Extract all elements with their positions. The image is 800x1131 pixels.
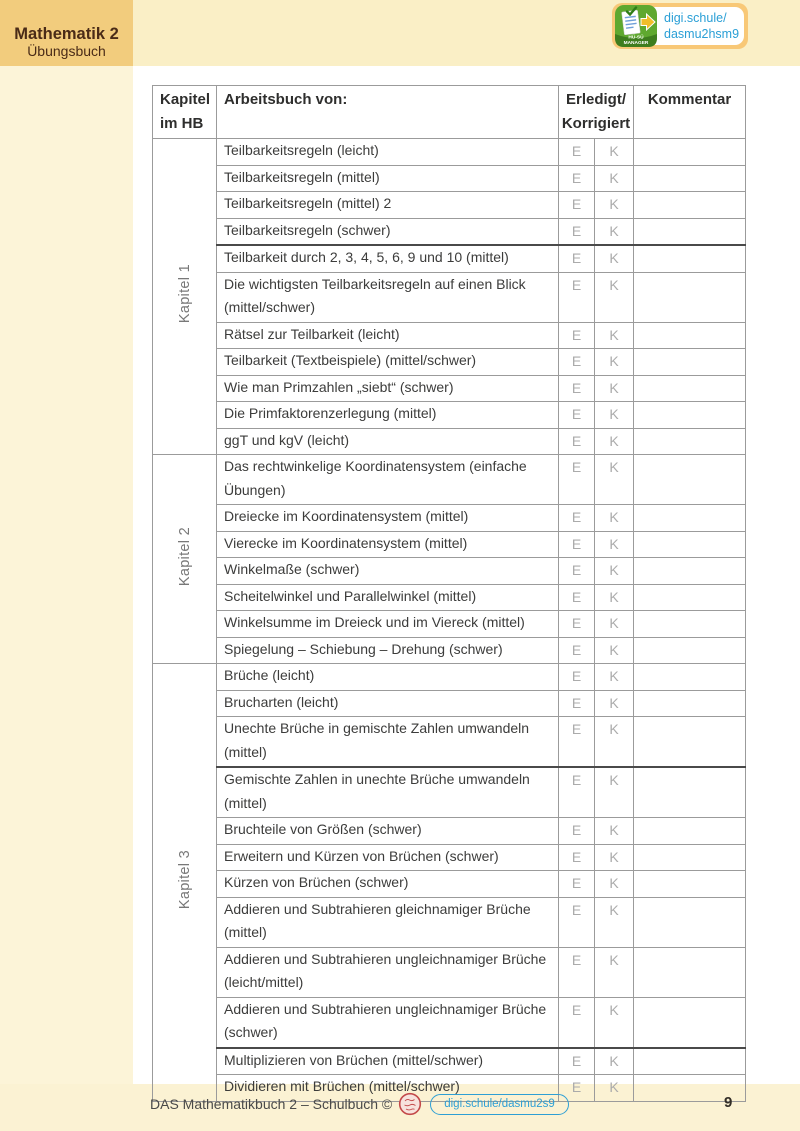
korrigiert-cell: K (595, 690, 634, 717)
exercise-title-cell: Spiegelung – Schiebung – Drehung (schwer) (217, 637, 559, 664)
workbook-table (152, 85, 746, 1102)
erledigt-cell: E (559, 584, 595, 611)
table-row (153, 844, 746, 871)
korrigiert-cell: K (595, 218, 634, 245)
erledigt-cell: E (559, 767, 595, 818)
kommentar-cell (634, 505, 746, 532)
chapter-label: Kapitel 3 (176, 850, 193, 910)
badge-url[interactable] (664, 10, 739, 42)
exercise-title-cell: Kürzen von Brüchen (schwer) (217, 871, 559, 898)
korrigiert-cell: K (595, 997, 634, 1048)
kommentar-cell (634, 818, 746, 845)
header-kapitel-line1: Kapitel (160, 91, 211, 108)
exercise-title-cell: Winkelmaße (schwer) (217, 558, 559, 585)
kommentar-cell (634, 455, 746, 505)
korrigiert-cell: K (595, 1048, 634, 1075)
header-status-line2: Korrigiert (561, 115, 631, 132)
korrigiert-cell: K (595, 402, 634, 429)
erledigt-cell: E (559, 505, 595, 532)
exercise-title-cell: Teilbarkeit durch 2, 3, 4, 5, 6, 9 und 10 (mittel) (217, 245, 559, 272)
table-row (153, 871, 746, 898)
erledigt-cell: E (559, 402, 595, 429)
kommentar-cell (634, 402, 746, 429)
korrigiert-cell: K (595, 272, 634, 322)
table-row (153, 192, 746, 219)
erledigt-cell: E (559, 531, 595, 558)
digischule-badge[interactable] (612, 3, 748, 49)
header-status-line1: Erledigt/ (565, 91, 626, 108)
book-subtitle: Übungsbuch (27, 43, 106, 59)
erledigt-cell: E (559, 997, 595, 1048)
page-number: 9 (724, 1094, 733, 1111)
brand-box (0, 0, 133, 66)
kommentar-cell (634, 897, 746, 947)
kommentar-cell (634, 871, 746, 898)
erledigt-cell: E (559, 637, 595, 664)
korrigiert-cell: K (595, 584, 634, 611)
korrigiert-cell: K (595, 192, 634, 219)
erledigt-cell: E (559, 897, 595, 947)
erledigt-cell: E (559, 664, 595, 691)
badge-url-line1: digi.schule/ (664, 11, 727, 25)
korrigiert-cell: K (595, 139, 634, 166)
erledigt-cell: E (559, 349, 595, 376)
kommentar-cell (634, 558, 746, 585)
korrigiert-cell: K (595, 818, 634, 845)
table-row (153, 717, 746, 768)
header-kapitel-im-hb (153, 86, 217, 139)
table-row (153, 997, 746, 1048)
chapter-cell (153, 139, 217, 455)
korrigiert-cell: K (595, 637, 634, 664)
table-container (152, 85, 746, 1102)
kommentar-cell (634, 272, 746, 322)
table-row (153, 349, 746, 376)
korrigiert-cell: K (595, 897, 634, 947)
left-margin-band (0, 0, 133, 1131)
erledigt-cell: E (559, 947, 595, 997)
korrigiert-cell: K (595, 165, 634, 192)
exercise-title-cell: Addieren und Subtrahieren ungleichnamiger Brüche (leicht/mittel) (217, 947, 559, 997)
korrigiert-cell: K (595, 947, 634, 997)
imprint-text: DAS Mathematikbuch 2 – Schulbuch © (150, 1096, 393, 1112)
table-row (153, 558, 746, 585)
exercise-title-cell: Dividieren mit Brüchen (mittel/schwer) (217, 1075, 559, 1102)
exercise-title-cell: Scheitelwinkel und Parallelwinkel (mittel) (217, 584, 559, 611)
erledigt-cell: E (559, 272, 595, 322)
exercise-title-cell: Bruchteile von Größen (schwer) (217, 818, 559, 845)
table-row (153, 947, 746, 997)
kommentar-cell (634, 637, 746, 664)
korrigiert-cell: K (595, 871, 634, 898)
exercise-title-cell: Multiplizieren von Brüchen (mittel/schwer) (217, 1048, 559, 1075)
kommentar-cell (634, 997, 746, 1048)
kommentar-cell (634, 611, 746, 638)
exercise-title-cell: Erweitern und Kürzen von Brüchen (schwer) (217, 844, 559, 871)
table-row (153, 322, 746, 349)
korrigiert-cell: K (595, 767, 634, 818)
table-row (153, 1048, 746, 1075)
kommentar-cell (634, 664, 746, 691)
chapter-label: Kapitel 2 (176, 526, 193, 587)
erledigt-cell: E (559, 558, 595, 585)
kommentar-cell (634, 690, 746, 717)
exercise-title-cell: Dreiecke im Koordinatensystem (mittel) (217, 505, 559, 532)
kommentar-cell (634, 375, 746, 402)
table-row (153, 664, 746, 691)
kommentar-cell (634, 218, 746, 245)
erledigt-cell: E (559, 139, 595, 166)
erledigt-cell: E (559, 245, 595, 272)
badge-url-line2: dasmu2hsm9 (664, 27, 740, 41)
chapter-label: Kapitel 1 (176, 264, 193, 324)
exercise-title-cell: Addieren und Subtrahieren ungleichnamiger Brüche (schwer) (217, 997, 559, 1048)
kommentar-cell (634, 531, 746, 558)
exercise-title-cell: Unechte Brüche in gemischte Zahlen umwandeln (mittel) (217, 717, 559, 768)
erledigt-cell: E (559, 1075, 595, 1102)
erledigt-cell: E (559, 218, 595, 245)
header-arbeitsbuch-von: Arbeitsbuch von: (217, 86, 559, 139)
kommentar-cell (634, 428, 746, 455)
chapter-cell (153, 455, 217, 664)
exercise-title-cell: Teilbarkeitsregeln (schwer) (217, 218, 559, 245)
kommentar-cell (634, 717, 746, 768)
exercise-title-cell: Vierecke im Koordinatensystem (mittel) (217, 531, 559, 558)
exercise-title-cell: ggT und kgV (leicht) (217, 428, 559, 455)
kommentar-cell (634, 1048, 746, 1075)
erledigt-cell: E (559, 165, 595, 192)
table-row (153, 245, 746, 272)
svg-text:MANAGER: MANAGER (623, 41, 649, 46)
table-header-row (153, 86, 746, 139)
korrigiert-cell: K (595, 1075, 634, 1102)
table-row (153, 637, 746, 664)
korrigiert-cell: K (595, 505, 634, 532)
exercise-title-cell: Die wichtigsten Teilbarkeitsregeln auf einen Blick (mittel/schwer) (217, 272, 559, 322)
kommentar-cell (634, 947, 746, 997)
erledigt-cell: E (559, 192, 595, 219)
table-row (153, 375, 746, 402)
korrigiert-cell: K (595, 531, 634, 558)
korrigiert-cell: K (595, 455, 634, 505)
table-row (153, 767, 746, 818)
erledigt-cell: E (559, 455, 595, 505)
table-row (153, 165, 746, 192)
table-row (153, 218, 746, 245)
kommentar-cell (634, 245, 746, 272)
exercise-title-cell: Wie man Primzahlen „siebt“ (schwer) (217, 375, 559, 402)
korrigiert-cell: K (595, 245, 634, 272)
erledigt-cell: E (559, 375, 595, 402)
exercise-title-cell: Addieren und Subtrahieren gleichnamiger Brüche (mittel) (217, 897, 559, 947)
table-row (153, 584, 746, 611)
korrigiert-cell: K (595, 322, 634, 349)
erledigt-cell: E (559, 690, 595, 717)
svg-text:HÜ-SÜ: HÜ-SÜ (628, 35, 644, 41)
header-kommentar: Kommentar (634, 86, 746, 139)
korrigiert-cell: K (595, 428, 634, 455)
erledigt-cell: E (559, 611, 595, 638)
korrigiert-cell: K (595, 664, 634, 691)
exercise-title-cell: Rätsel zur Teilbarkeit (leicht) (217, 322, 559, 349)
exercise-title-cell: Teilbarkeitsregeln (mittel) (217, 165, 559, 192)
publisher-stamp-icon (398, 1092, 422, 1116)
kommentar-cell (634, 767, 746, 818)
footer-link-pill[interactable]: digi.schule/dasmu2s9 (430, 1094, 569, 1115)
table-row (153, 402, 746, 429)
exercise-title-cell: Teilbarkeitsregeln (mittel) 2 (217, 192, 559, 219)
header-erledigt-korrigiert (559, 86, 634, 139)
korrigiert-cell: K (595, 611, 634, 638)
kommentar-cell (634, 322, 746, 349)
table-row (153, 455, 746, 505)
kommentar-cell (634, 139, 746, 166)
erledigt-cell: E (559, 818, 595, 845)
kommentar-cell (634, 192, 746, 219)
chapter-cell (153, 664, 217, 1102)
kommentar-cell (634, 165, 746, 192)
erledigt-cell: E (559, 844, 595, 871)
exercise-title-cell: Brüche (leicht) (217, 664, 559, 691)
erledigt-cell: E (559, 871, 595, 898)
korrigiert-cell: K (595, 375, 634, 402)
kommentar-cell (634, 584, 746, 611)
exercise-title-cell: Brucharten (leicht) (217, 690, 559, 717)
korrigiert-cell: K (595, 349, 634, 376)
erledigt-cell: E (559, 1048, 595, 1075)
table-row (153, 139, 746, 166)
erledigt-cell: E (559, 717, 595, 768)
table-row (153, 897, 746, 947)
korrigiert-cell: K (595, 558, 634, 585)
table-row (153, 272, 746, 322)
table-row (153, 818, 746, 845)
kommentar-cell (634, 349, 746, 376)
exercise-title-cell: Das rechtwinkelige Koordinatensystem (einfache Übungen) (217, 455, 559, 505)
table-row (153, 505, 746, 532)
table-row (153, 428, 746, 455)
header-kapitel-line2: im HB (160, 115, 204, 132)
exercise-title-cell: Die Primfaktorenzerlegung (mittel) (217, 402, 559, 429)
table-row (153, 531, 746, 558)
exercise-title-cell: Gemischte Zahlen in unechte Brüche umwandeln (mittel) (217, 767, 559, 818)
table-row (153, 611, 746, 638)
exercise-title-cell: Winkelsumme im Dreieck und im Viereck (mittel) (217, 611, 559, 638)
erledigt-cell: E (559, 322, 595, 349)
table-row (153, 690, 746, 717)
footer (150, 1091, 569, 1117)
korrigiert-cell: K (595, 844, 634, 871)
korrigiert-cell: K (595, 717, 634, 768)
book-title: Mathematik 2 (14, 25, 119, 43)
kommentar-cell (634, 844, 746, 871)
hue-sue-manager-icon (615, 5, 657, 47)
exercise-title-cell: Teilbarkeitsregeln (leicht) (217, 139, 559, 166)
exercise-title-cell: Teilbarkeit (Textbeispiele) (mittel/schwer) (217, 349, 559, 376)
erledigt-cell: E (559, 428, 595, 455)
